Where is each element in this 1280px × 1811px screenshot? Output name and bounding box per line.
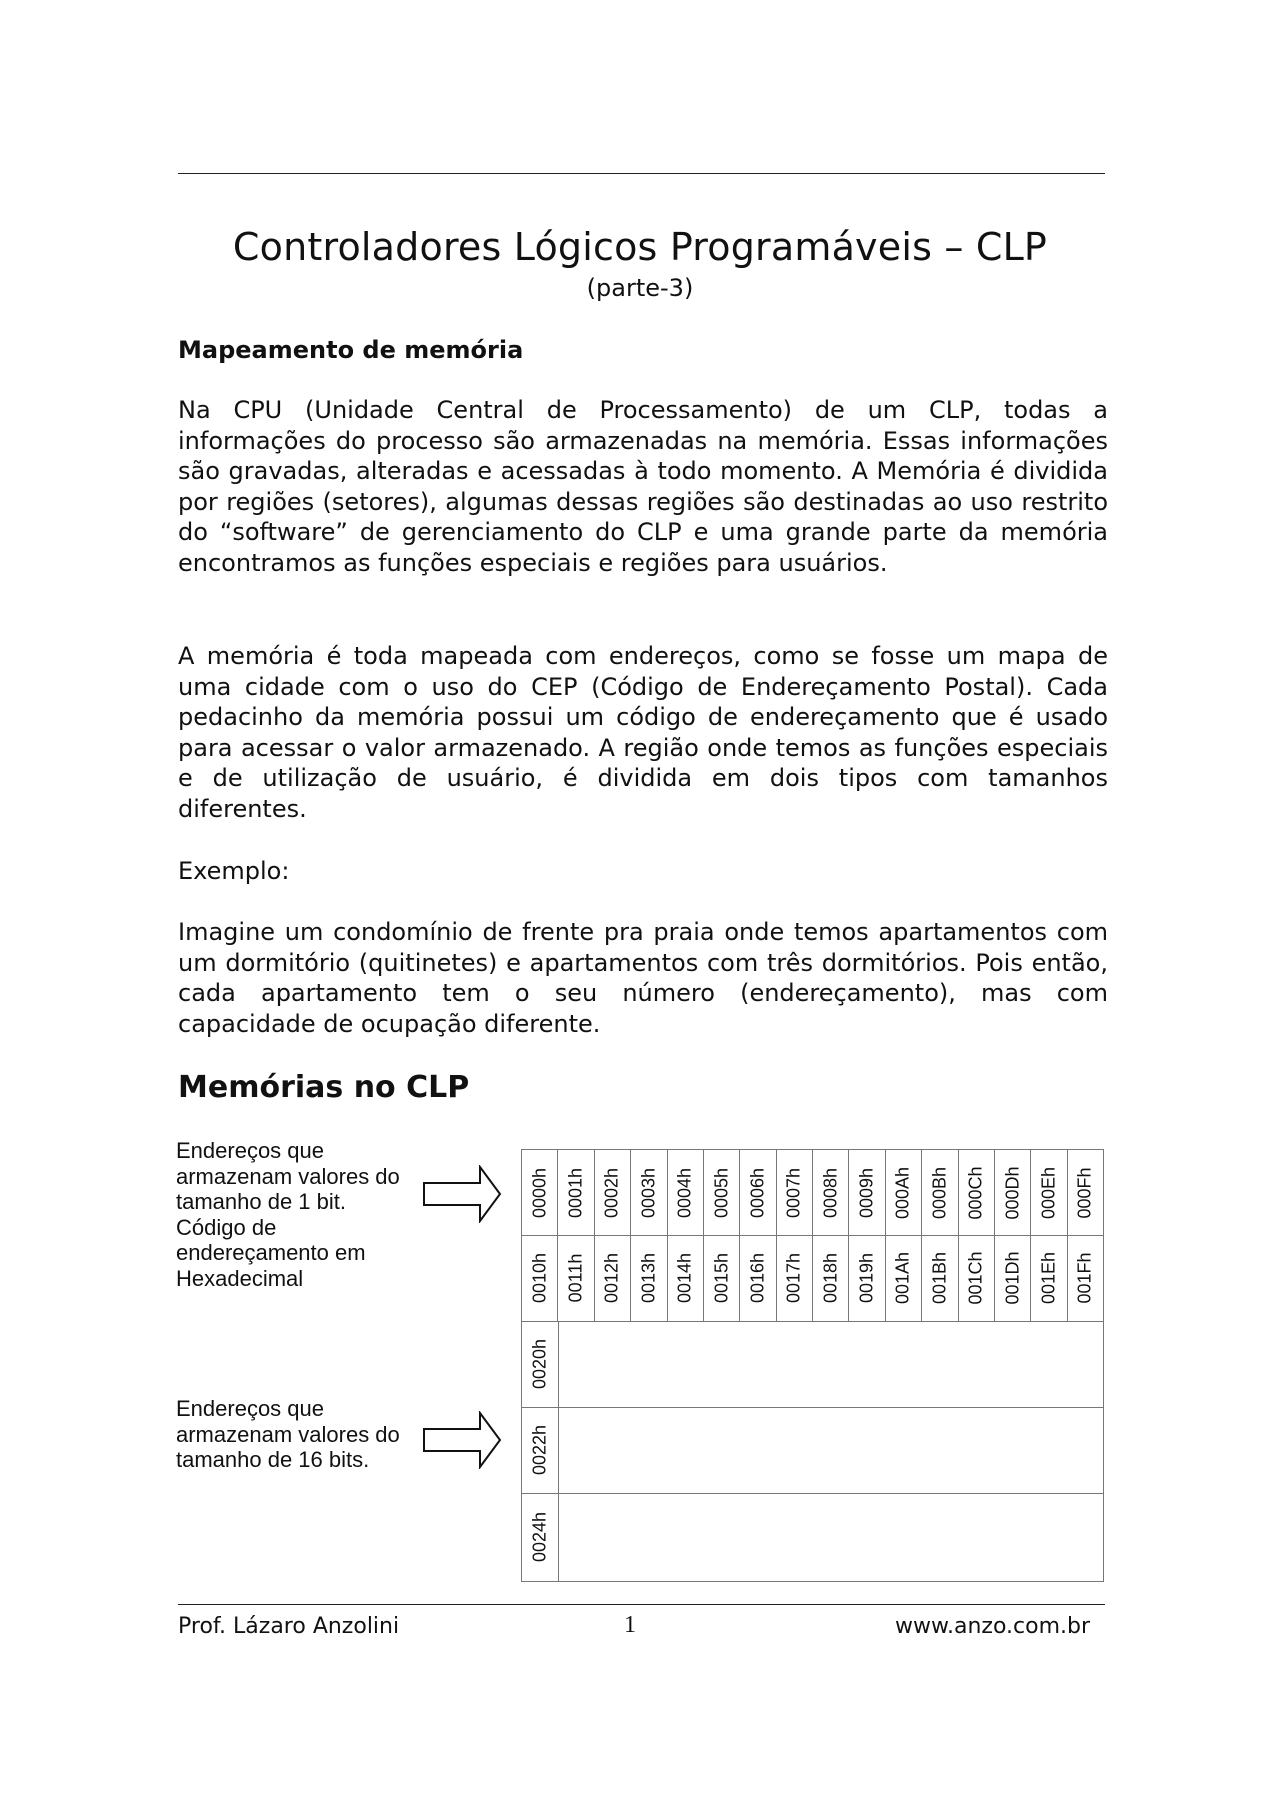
bit-address-cell bbox=[704, 1150, 740, 1235]
bit-address-label: 0011h bbox=[565, 1253, 586, 1303]
bit-address-cell bbox=[668, 1235, 704, 1321]
bit-address-label: 0007h bbox=[783, 1167, 804, 1218]
arrow-right-icon bbox=[422, 1165, 502, 1223]
bit-address-cell bbox=[740, 1150, 776, 1235]
word-address-cell: 0020h bbox=[529, 1338, 550, 1390]
word-address-row bbox=[522, 1321, 1103, 1407]
bit-address-cell bbox=[777, 1235, 813, 1321]
bit-address-label: 0019h bbox=[856, 1252, 877, 1304]
bit-address-cell bbox=[813, 1150, 849, 1235]
arrow-right-icon bbox=[422, 1411, 502, 1469]
bit-address-label: 000Dh bbox=[1002, 1165, 1023, 1220]
bit-address-cell bbox=[631, 1150, 667, 1235]
bit-address-cell bbox=[995, 1150, 1031, 1235]
bit-address-label: 001Ch bbox=[965, 1251, 986, 1305]
bit-address-label: 0015h bbox=[711, 1252, 732, 1304]
bit-address-label: 001Eh bbox=[1038, 1251, 1059, 1305]
bit-address-label: 001Bh bbox=[929, 1251, 950, 1305]
bit-address-label: 001Fh bbox=[1074, 1252, 1095, 1304]
bit-address-label: 001Ah bbox=[892, 1251, 913, 1305]
word-address-row bbox=[522, 1407, 1103, 1493]
bit-address-label: 0008h bbox=[820, 1167, 841, 1218]
memory-map-grid bbox=[521, 1149, 1104, 1582]
bit-address-label: 001Dh bbox=[1002, 1251, 1023, 1305]
page-subtitle: (parte-3) bbox=[586, 274, 694, 302]
word-address-cell: 0024h bbox=[529, 1511, 550, 1563]
footer-website: www.anzo.com.br bbox=[895, 1614, 1090, 1639]
bit-address-label: 0014h bbox=[674, 1252, 695, 1304]
bit-address-label: 0018h bbox=[820, 1252, 841, 1304]
bit-address-cell bbox=[959, 1235, 995, 1321]
bit-address-cell bbox=[813, 1235, 849, 1321]
bit-address-label: 0016h bbox=[747, 1252, 768, 1304]
bit-address-label: 000Fh bbox=[1074, 1166, 1095, 1219]
bit-address-cell bbox=[777, 1150, 813, 1235]
paragraph-1: Na CPU (Unidade Central de Processamento) de um CLP, todas a informações do processo são armazenadas na memória. Essas informações são gravadas, alteradas e acessadas à todo momento. A Memória é dividida por regiões (setores), algumas dessas regiões são destinadas ao uso restrito do “software” de gerenciamento do CLP e uma grande parte da memória encontramos as funções especiais e regiões para usuários. bbox=[178, 396, 1108, 577]
bit-address-label: 0012h bbox=[601, 1252, 622, 1304]
bit-address-cell bbox=[922, 1150, 958, 1235]
section-heading-memorias: Memórias no CLP bbox=[178, 1070, 470, 1105]
word-address-row bbox=[522, 1493, 1103, 1581]
bit-address-label: 0004h bbox=[674, 1167, 695, 1218]
bit-address-label: 000Ah bbox=[892, 1166, 913, 1219]
bit-address-cell bbox=[849, 1150, 885, 1235]
paragraph-3: Imagine um condomínio de frente pra praia onde temos apartamentos com um dormitório (quitinetes) e apartamentos com três dormitórios. Pois então, cada apartamento tem o seu número (endereçamento), mas com capacidade de ocupação diferente. bbox=[178, 918, 1108, 1038]
bit-address-label: 0000h bbox=[529, 1167, 550, 1218]
paragraph-2: A memória é toda mapeada com endereços, como se fosse um mapa de uma cidade com o uso do CEP (Código de Endereçamento Postal). Cada pedacinho da memória possui um código de endereçamento que é usado para acessar o valor armazenado. A região onde temos as funções especiais e de utilização de usuário, é dividida em dois tipos com tamanhos diferentes. bbox=[178, 642, 1108, 823]
paragraph-exemplo: Exemplo: bbox=[178, 857, 290, 885]
bit-address-label: 000Bh bbox=[929, 1166, 950, 1219]
bit-address-label: 0005h bbox=[711, 1167, 732, 1218]
bit-address-label: 0017h bbox=[783, 1252, 804, 1304]
bit-address-cell bbox=[886, 1150, 922, 1235]
bit-address-cell bbox=[1068, 1150, 1103, 1235]
bit-address-cell bbox=[1031, 1150, 1067, 1235]
bit-address-cell bbox=[595, 1235, 631, 1321]
bit-address-label: 0010h bbox=[529, 1252, 550, 1304]
bit-address-cell bbox=[522, 1235, 558, 1321]
note-bit-addresses: Endereços que armazenam valores do tamanho de 1 bit. Código de endereçamento em Hexadecimal bbox=[176, 1138, 400, 1291]
footer-author: Prof. Lázaro Anzolini bbox=[178, 1614, 400, 1639]
bit-address-label: 0013h bbox=[638, 1252, 659, 1304]
bit-address-label: 0009h bbox=[856, 1167, 877, 1218]
bit-address-cell bbox=[558, 1235, 594, 1321]
bit-address-cell bbox=[704, 1235, 740, 1321]
bit-address-label: 0006h bbox=[747, 1167, 768, 1218]
page-title: Controladores Lógicos Programáveis – CLP bbox=[232, 225, 1048, 269]
bit-address-label: 000Ch bbox=[965, 1165, 986, 1220]
bottom-rule bbox=[178, 1604, 1105, 1605]
bit-address-label: 0002h bbox=[601, 1167, 622, 1218]
bit-address-cell bbox=[595, 1150, 631, 1235]
bit-address-cell bbox=[668, 1150, 704, 1235]
footer-page-number: 1 bbox=[624, 1612, 636, 1638]
top-rule bbox=[178, 173, 1105, 174]
bit-address-row-2 bbox=[522, 1235, 1103, 1321]
bit-address-cell bbox=[1068, 1235, 1103, 1321]
bit-address-cell bbox=[886, 1235, 922, 1321]
bit-address-cell bbox=[740, 1235, 776, 1321]
bit-address-cell bbox=[849, 1235, 885, 1321]
bit-address-label: 0003h bbox=[638, 1167, 659, 1218]
bit-address-cell bbox=[1031, 1235, 1067, 1321]
bit-address-cell bbox=[558, 1150, 594, 1235]
bit-address-cell bbox=[995, 1235, 1031, 1321]
word-address-cell: 0022h bbox=[529, 1424, 550, 1476]
bit-address-cell bbox=[959, 1150, 995, 1235]
bit-address-cell bbox=[522, 1150, 558, 1235]
section-heading-mapeamento: Mapeamento de memória bbox=[178, 336, 524, 364]
note-word-addresses: Endereços que armazenam valores do tamanho de 16 bits. bbox=[176, 1396, 400, 1472]
bit-address-row-1 bbox=[522, 1150, 1103, 1235]
bit-address-cell bbox=[922, 1235, 958, 1321]
bit-address-label: 000Eh bbox=[1038, 1166, 1059, 1219]
bit-address-label: 0001h bbox=[565, 1167, 586, 1218]
bit-address-cell bbox=[631, 1235, 667, 1321]
